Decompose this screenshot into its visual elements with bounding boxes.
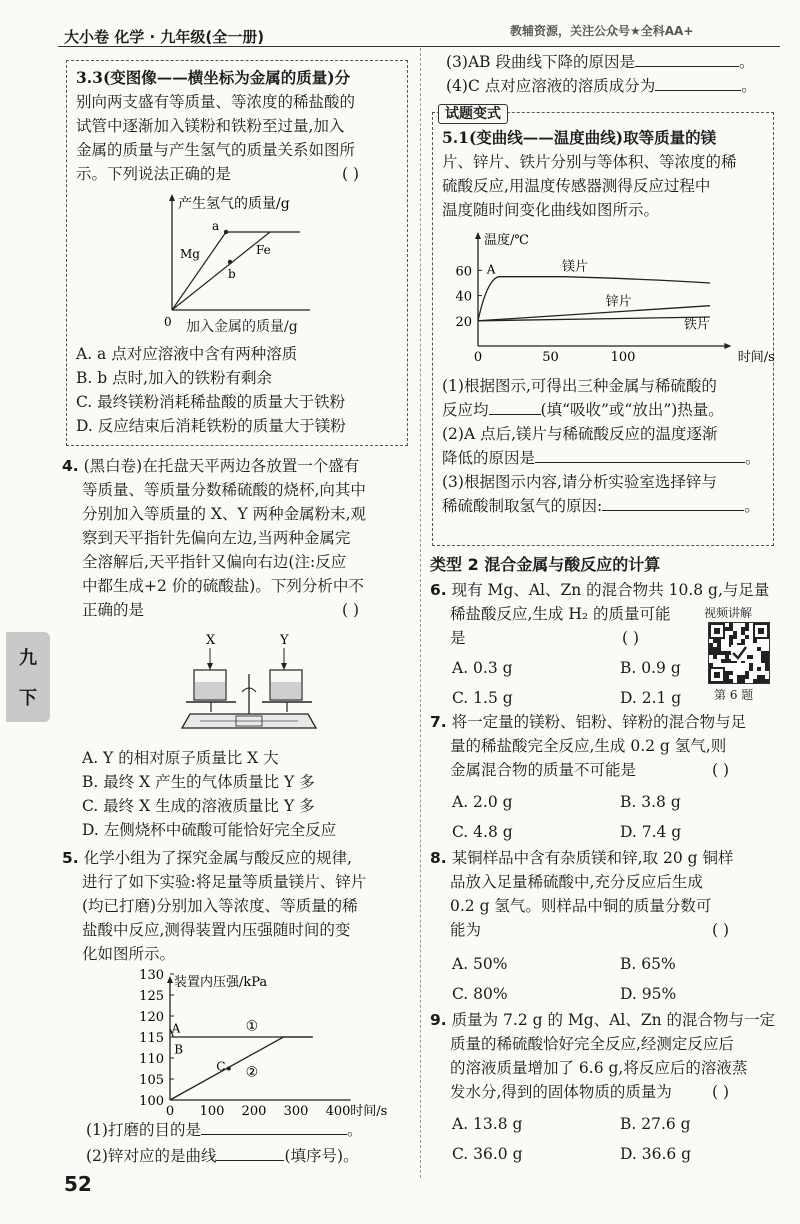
variant-tag: 试题变式 [438,104,508,124]
label-curve-2: ② [245,1064,259,1081]
variant-sub3b-end: 。 [744,497,760,515]
option-d[interactable]: D. 36.6 g [620,1145,692,1163]
variant-temp-chart [442,228,775,374]
q5 [62,846,366,966]
q6-line: 稀盐酸反应,生成 H₂ 的质量可能 [450,605,671,623]
option-a[interactable]: A. a 点对应溶液中含有两种溶质 [76,345,298,363]
option-c[interactable]: C. 36.0 g [452,1145,523,1163]
variant-sub3a: (3)根据图示内容,请分析实验室选择锌与 [442,473,717,491]
q9-line: 的溶液质量增加了 6.6 g,将反应后的溶液蒸 [450,1059,748,1077]
q5-sub3-blank[interactable] [635,50,739,67]
q8-line: 品放入足量稀硫酸中,充分反应后生成 [450,873,703,891]
point-b [228,260,232,264]
q8-answer-paren[interactable]: ( ) [712,921,730,939]
q7-answer-paren[interactable]: ( ) [712,761,730,779]
q3-3-line: 示。下列说法正确的是 [76,165,232,183]
variant-sub2-blank[interactable] [535,446,745,463]
q5-line: 化如图所示。 [82,945,176,963]
q7 [430,710,746,782]
q5-sub1-blank[interactable] [201,1118,347,1135]
page-header-title: 大小卷 化学 · 九年级(全一册) [64,28,265,46]
q9-options [452,1112,691,1166]
option-d[interactable]: D. 左侧烧杯中硫酸可能恰好完全反应 [82,821,337,839]
label-a: a [212,219,220,233]
q5-pressure-chart [130,968,388,1120]
q5-number: 5. [62,849,79,867]
grade-side-tab [6,632,50,722]
q8-number: 8. [430,849,447,867]
page-header-promo: 教辅资源，关注公众号★全科AA+ [510,24,694,38]
x-tick-label: 200 [241,1104,267,1119]
label-B: B [174,1042,184,1057]
side-tab-bottom: 下 [19,688,37,709]
option-d[interactable]: D. 7.4 g [620,823,682,841]
label-y: Y [280,633,289,648]
variant-line: 硫酸反应,用温度传感器测得反应过程中 [442,177,711,195]
q3-3-stem [76,66,355,186]
qr-caption: 第 6 题 [714,688,754,702]
balance-diagram [180,630,380,742]
q3-3-options [76,342,346,438]
header-divider [58,46,780,47]
variant-sub1b [442,398,761,422]
option-c[interactable]: C. 最终镁粉消耗稀盐酸的质量大于铁粉 [76,393,346,411]
option-d[interactable]: D. 反应结束后消耗铁粉的质量大于镁粉 [76,417,346,435]
label-curve-1: ① [245,1018,259,1035]
variant-sub2a: (2)A 点后,镁片与稀硫酸反应的温度逐渐 [442,425,718,443]
q5-xlabel: 时间/s [350,1104,388,1119]
q5-sub2-end: (填序号)。 [284,1147,359,1165]
q3-3-line: 试管中逐渐加入镁粉和铁粉至过量,加入 [76,117,345,135]
q4-answer-paren[interactable]: ( ) [342,601,360,619]
y-tick-label: 115 [139,1031,164,1046]
q5-sub3-text: (3)AB 段曲线下降的原因是 [446,53,635,71]
q4-line: 等质量、等质量分数稀硫酸的烧杯,向其中 [82,481,366,499]
q3-3-answer-paren[interactable]: ( ) [342,165,360,183]
q5-sub3-end: 。 [738,53,755,71]
q4-line: 正确的是 [82,601,145,619]
y-tick-label: 130 [139,968,164,983]
origin-label: 0 [164,315,172,329]
option-a[interactable]: A. 0.3 g [452,659,513,677]
x-axis-arrow [724,343,731,349]
column-divider [420,48,421,1178]
q4-line: 中都生成+2 价的硫酸盐)。下列分析中不 [82,577,364,595]
qr-code[interactable] [708,622,770,684]
variant-sub3-blank[interactable] [602,494,744,511]
q7-line: 金属混合物的质量不可能是 [450,761,637,779]
q5-sub1 [86,1118,362,1142]
q6-answer-paren[interactable]: ( ) [622,629,640,647]
option-b[interactable]: B. 65% [620,955,676,973]
label-fe: 铁片 [683,317,710,333]
y-tick-label: 100 [139,1094,164,1109]
x-tick-label: 300 [283,1104,309,1119]
side-tab-top: 九 [19,648,37,669]
q8-line: 能为 [450,921,482,939]
variant-line: 片、锌片、铁片分别与等体积、等浓度的稀 [442,153,737,171]
option-c[interactable]: C. 1.5 g [452,689,513,707]
q4-options [82,746,336,842]
q4-line: 察到天平指针先偏向左边,当两种金属完 [82,529,351,547]
option-b[interactable]: B. 最终 X 产生的气体质量比 Y 多 [82,773,315,791]
y-tick-label: 105 [139,1073,164,1088]
variant-sub3b [442,494,761,518]
q9-number: 9. [430,1011,447,1029]
label-A: A [171,1021,181,1036]
q5-sub2-text: (2)锌对应的是曲线 [86,1147,217,1165]
option-d[interactable]: D. 2.1 g [620,689,682,707]
q6-options [452,656,702,710]
q5-line: 进行了如下实验:将足量等质量镁片、锌片 [82,873,367,891]
option-d[interactable]: D. 95% [620,985,677,1003]
q3-3-xlabel: 加入金属的质量/g [186,319,298,335]
y-tick-label: 125 [139,989,164,1004]
option-c[interactable]: C. 4.8 g [452,823,513,841]
mg-curve [172,232,226,310]
left-liquid [195,682,225,699]
variant-sub1b-post: (填“吸收”或“放出”)热量。 [540,401,724,419]
label-fe: Fe [256,243,271,257]
q9-line: 质量为 7.2 g 的 Mg、Al、Zn 的混合物与一定 [451,1011,776,1029]
q5-sub4-blank[interactable] [655,74,741,91]
y-tick-label: 20 [455,314,472,330]
q3-3-line: 3.3(变图像——横坐标为金属的质量)分 [76,68,351,87]
option-c[interactable]: C. 80% [452,985,508,1003]
y-tick-label: 40 [455,289,472,305]
variant-sub2b [442,446,761,470]
q6-number: 6. [430,581,447,599]
q3-3-chart [150,192,390,334]
y-tick-label: 120 [139,1010,164,1025]
q5-sub2 [86,1144,359,1168]
page-number: 52 [64,1172,92,1196]
variant-subquestions [442,374,761,518]
variant-xlabel: 时间/s [737,350,775,365]
q4-number: 4. [62,457,79,475]
x-tick-label: 0 [473,350,483,365]
q5-sub4-text: (4)C 点对应溶液的溶质成分为 [446,77,656,95]
q5-sub4-end: 。 [741,77,757,95]
q6-line: 是 [450,629,466,647]
q5-sub2-blank[interactable] [216,1144,284,1161]
variant-stem [442,126,737,222]
variant-sub1-blank[interactable] [489,398,541,415]
curve-1 [170,1029,313,1037]
right-liquid [271,682,301,699]
q4 [62,454,366,622]
variant-sub1b-pre: 反应均 [442,401,489,419]
q4-line: (黑白卷)在托盘天平两边各放置一个盛有 [83,457,360,475]
q5-sub3 [446,50,754,74]
label-x: X [206,633,216,648]
variant-ylabel: 温度/℃ [484,233,529,248]
y-axis-arrow [475,232,481,239]
q5-sub4 [446,74,757,98]
y-axis-arrow [167,976,173,983]
q8-line: 0.2 g 氢气。则样品中铜的质量分数可 [450,897,712,915]
variant-sub2b-text: 降低的原因是 [442,449,536,467]
option-c[interactable]: C. 最终 X 生成的溶液质量比 Y 多 [82,797,315,815]
q7-line: 将一定量的镁粉、铝粉、锌粉的混合物与足 [451,713,747,731]
video-label: 视频讲解 [704,606,753,620]
variant-sub3b-text: 稀硫酸制取氢气的原因: [442,497,603,515]
y-tick-label: 60 [455,264,472,280]
y-axis-arrow [169,194,175,201]
q4-line: 全溶解后,天平指针又偏向右边(注:反应 [82,553,347,571]
label-mg: 镁片 [562,259,589,275]
point-a [224,230,228,234]
label-C: C [216,1059,226,1074]
mg-curve [478,277,710,321]
label-A: A [486,262,496,277]
curve-2 [170,1037,313,1100]
option-a[interactable]: A. Y 的相对原子质量比 X 大 [82,749,279,767]
variant-sub1a: (1)根据图示,可得出三种金属与稀硫酸的 [442,377,717,395]
q7-line: 量的稀盐酸完全反应,生成 0.2 g 氢气,则 [450,737,727,755]
y-tick-label: 110 [139,1052,164,1067]
x-tick-label: 100 [199,1104,225,1119]
q7-options [452,790,681,844]
q3-3-ylabel: 产生氢气的质量/g [178,196,290,212]
point-c [227,1067,231,1071]
q4-line: 分别加入等质量的 X、Y 两种金属粉末,观 [82,505,367,523]
label-zn: 锌片 [605,294,632,310]
q6-line: 现有 Mg、Al、Zn 的混合物共 10.8 g,与足量 [451,581,770,599]
q8-line: 某铜样品中含有杂质镁和锌,取 20 g 铜样 [451,849,734,867]
x-tick-label: 400 [325,1104,351,1119]
q5-sub1-text: (1)打磨的目的是 [86,1121,201,1139]
q9-answer-paren[interactable]: ( ) [712,1083,730,1101]
q5-ylabel: 装置内压强/kPa [174,975,268,990]
option-b[interactable]: B. 3.8 g [620,793,681,811]
q5-line: 盐酸中反应,测得装置内压强随时间的变 [82,921,351,939]
q8-options [452,952,676,1006]
variant-line: 5.1(变曲线——温度曲线)取等质量的镁 [442,128,717,147]
option-a[interactable]: A. 2.0 g [452,793,513,811]
q9-line: 质量的稀硫酸恰好完全反应,经测定反应后 [450,1035,734,1053]
q5-line: (均已打磨)分别加入等浓度、等质量的稀 [82,897,358,915]
q5-sub1-end: 。 [346,1121,363,1139]
q7-number: 7. [430,713,447,731]
variant-line: 温度随时间变化曲线如图所示。 [442,201,660,219]
option-a[interactable]: A. 13.8 g [452,1115,523,1133]
option-a[interactable]: A. 50% [452,955,508,973]
x-tick-label: 100 [610,350,636,365]
x-tick-label: 50 [542,350,559,365]
q9-line: 发水分,得到的固体物质的质量为 [450,1083,672,1101]
q3-3-line: 别向两支盛有等质量、等浓度的稀盐酸的 [76,93,356,111]
option-b[interactable]: B. 27.6 g [620,1115,691,1133]
q5-line: 化学小组为了探究金属与酸反应的规律, [83,849,353,867]
option-b[interactable]: B. 0.9 g [620,659,681,677]
q3-3-line: 金属的质量与产生氢气的质量关系如图所 [76,141,356,159]
label-b: b [228,267,236,281]
variant-sub2b-end: 。 [745,449,761,467]
option-b[interactable]: B. b 点时,加入的铁粉有剩余 [76,369,273,387]
section-title: 类型 2 混合金属与酸反应的计算 [430,555,661,574]
x-tick-label: 0 [165,1104,175,1119]
q8 [430,846,733,942]
label-mg: Mg [180,247,200,261]
